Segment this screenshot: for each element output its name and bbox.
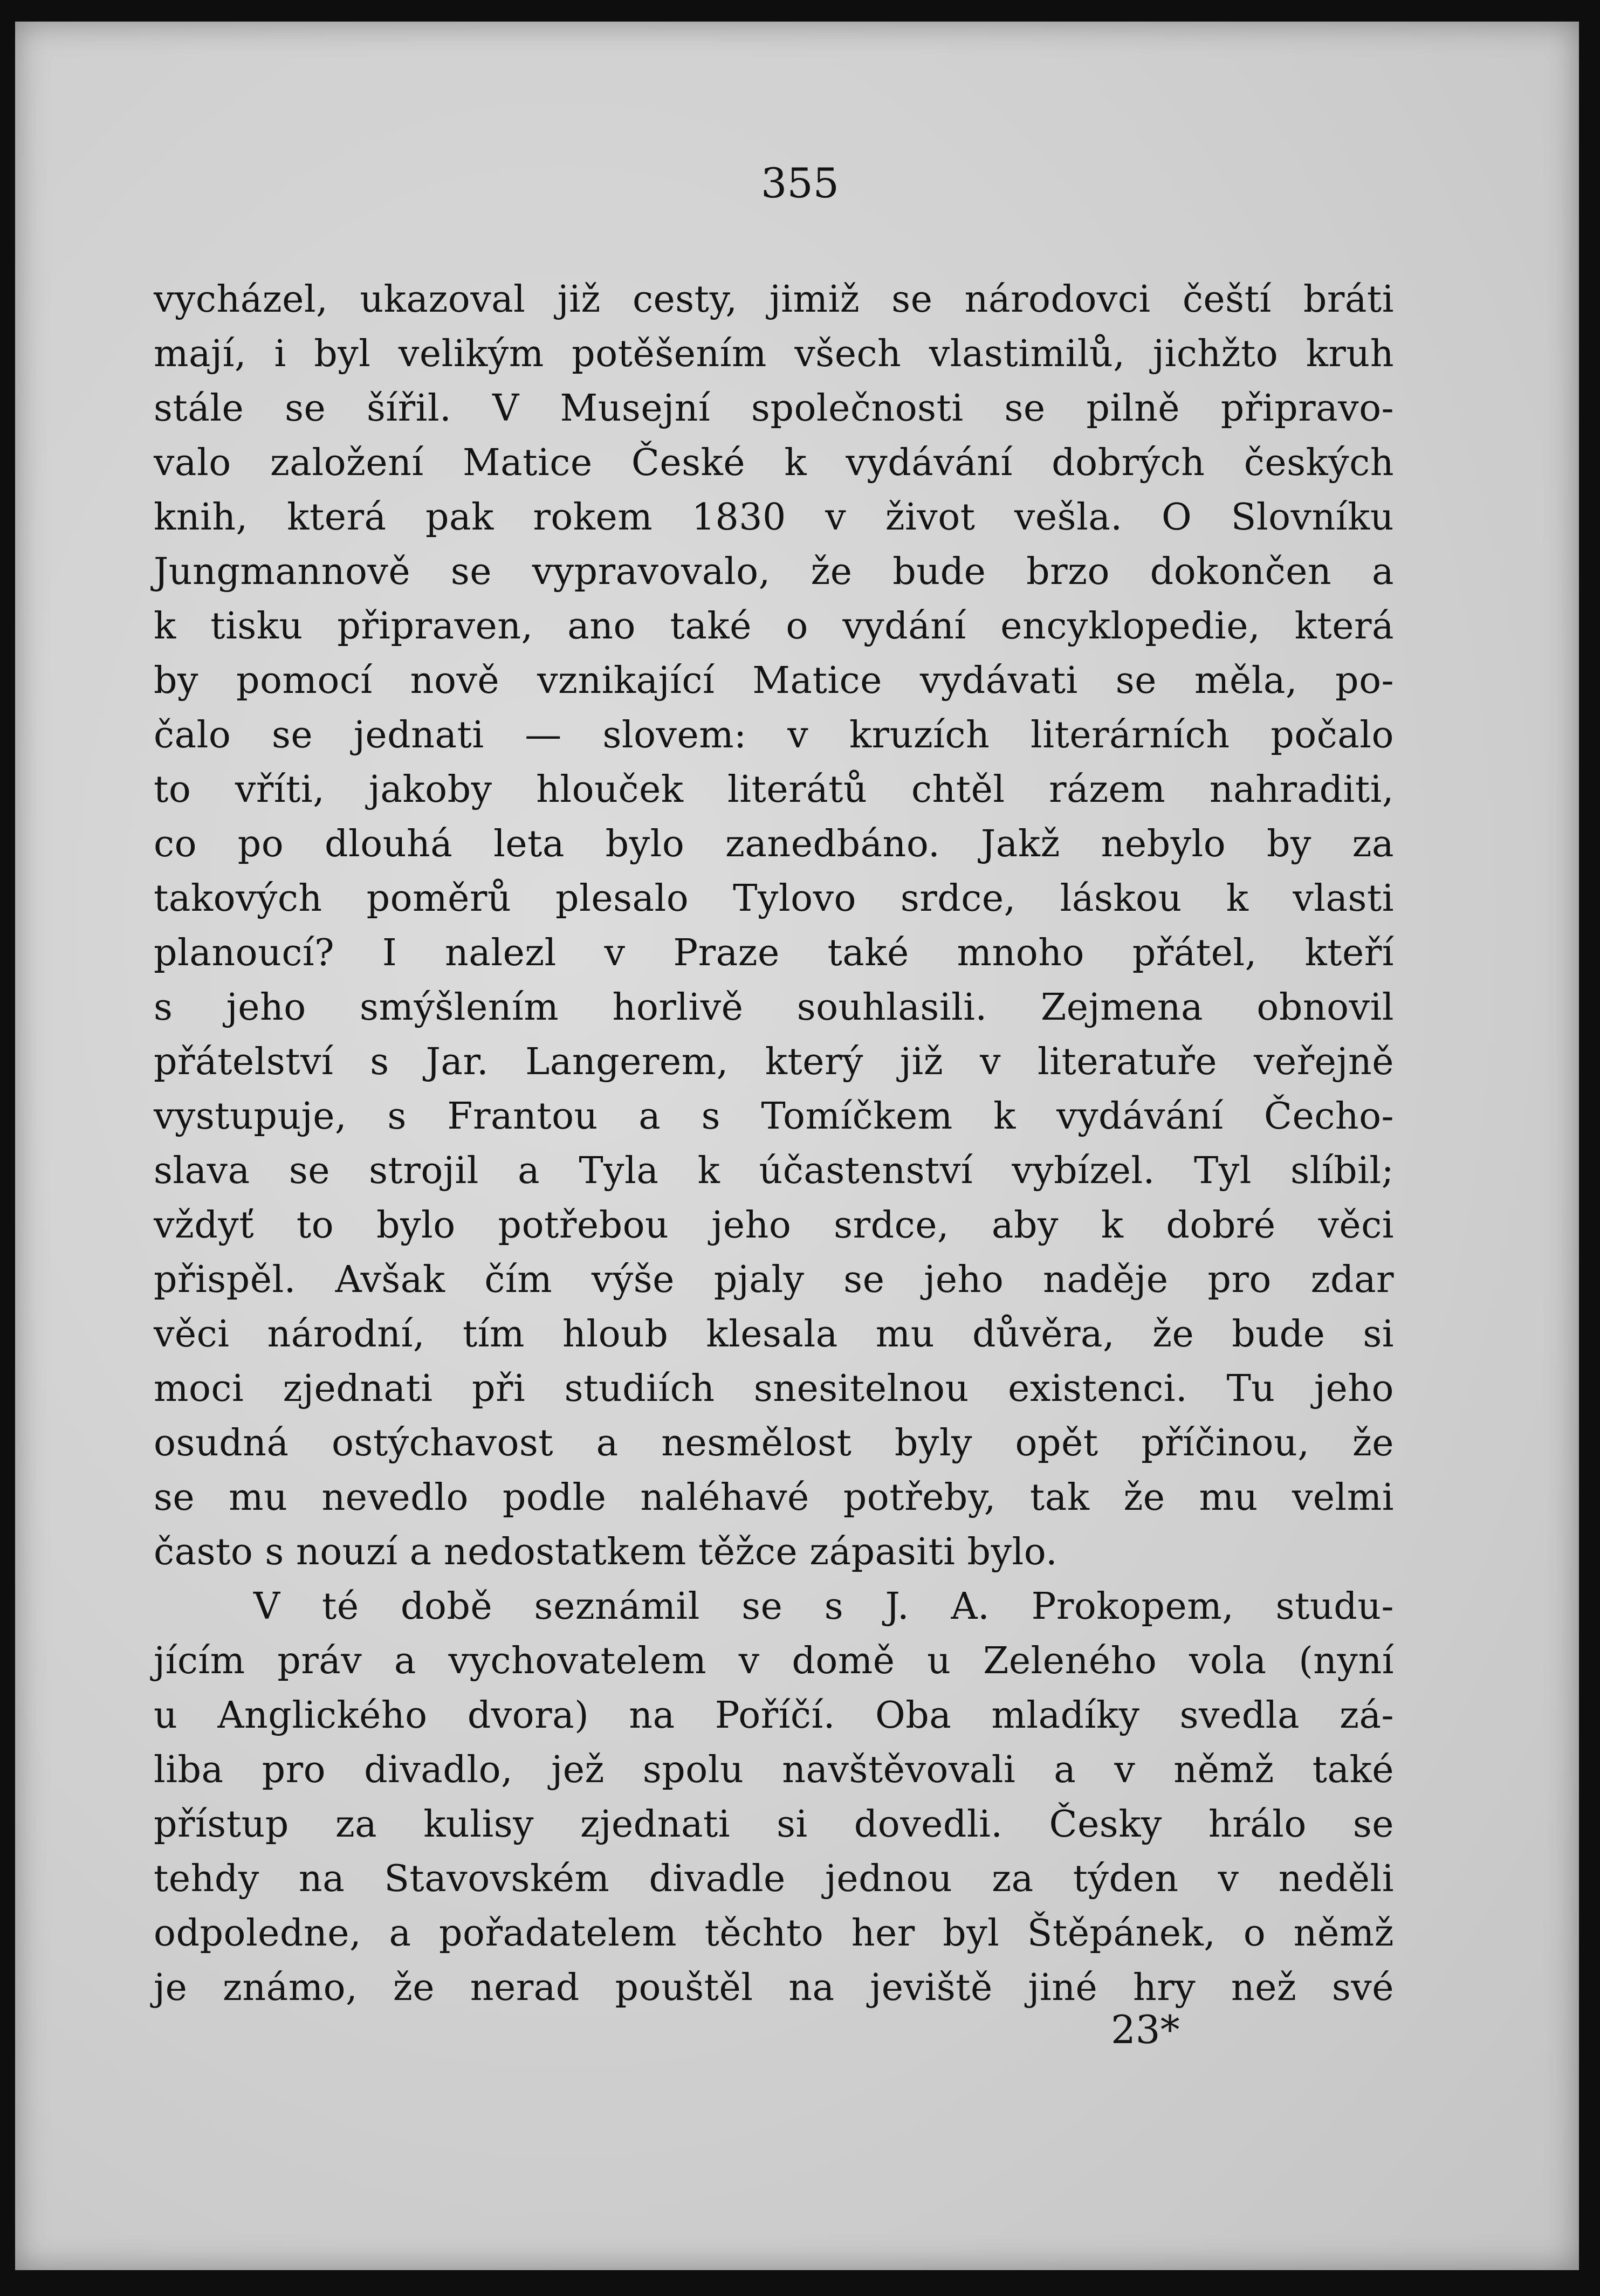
signature-mark: 23* [1111,2007,1180,2052]
text-line: vycházel, ukazoval již cesty, jimiž se národovci čeští bráti [154,278,1394,321]
text-line: čalo se jednati — slovem: v kruzích literárních počalo [154,714,1394,757]
page-number: 355 [760,159,840,207]
text-line: knih, která pak rokem 1830 v život vešla. O Slovníku [154,496,1394,539]
text-line: by pomocí nově vznikající Matice vydávati se měla, po- [154,659,1394,702]
text-line: osudná ostýchavost a nesmělost byly opět příčinou, že [154,1422,1394,1465]
text-line: planoucí? I nalezl v Praze také mnoho přátel, kteří [154,932,1394,974]
text-line: vystupuje, s Frantou a s Tomíčkem k vydávání Čecho- [154,1095,1394,1138]
text-line: Jungmannově se vypravovalo, že bude brzo dokončen a [154,551,1394,593]
text-line: co po dlouhá leta bylo zanedbáno. Jakž nebylo by za [154,823,1394,865]
text-line: stále se šířil. V Musejní společnosti se pilně připravo- [154,387,1394,430]
text-line: tehdy na Stavovském divadle jednou za týden v neděli [154,1858,1394,1900]
text-line: u Anglického dvora) na Poříčí. Oba mladíky svedla zá- [154,1694,1394,1737]
text-line: věci národní, tím hloub klesala mu důvěra, že bude si [154,1313,1394,1356]
text-line: slava se strojil a Tyla k účastenství vybízel. Tyl slíbil; [154,1150,1394,1192]
text-line: je známo, že nerad pouštěl na jeviště jiné hry než své [154,1967,1394,2009]
text-line: se mu nevedlo podle naléhavé potřeby, tak že mu velmi [154,1476,1394,1519]
text-line: přístup za kulisy zjednati si dovedli. Česky hrálo se [154,1803,1394,1846]
text-line: V té době seznámil se s J. A. Prokopem, studu- [253,1585,1394,1628]
text-line: přispěl. Avšak čím výše pjaly se jeho naděje pro zdar [154,1259,1394,1301]
text-line: to vříti, jakoby hlouček literátů chtěl rázem nahraditi, [154,768,1394,811]
text-line: jícím práv a vychovatelem v domě u Zeleného vola (nyní [154,1640,1394,1682]
text-line: vždyť to bylo potřebou jeho srdce, aby k dobré věci [154,1204,1394,1247]
body-text [154,272,1394,2015]
text-line: takových poměrů plesalo Tylovo srdce, láskou k vlasti [154,877,1394,920]
text-line: s jeho smýšlením horlivě souhlasili. Zejmena obnovil [154,986,1394,1029]
text-line: často s nouzí a nedostatkem těžce zápasiti bylo. [154,1531,1058,1573]
text-line: odpoledne, a pořadatelem těchto her byl Štěpánek, o němž [154,1912,1394,1955]
text-line: přátelství s Jar. Langerem, který již v literatuře veřejně [154,1041,1394,1083]
text-line: k tisku připraven, ano také o vydání encyklopedie, která [154,605,1394,648]
text-line: valo založení Matice České k vydávání dobrých českých [154,442,1394,484]
text-line: moci zjednati při studiích snesitelnou existenci. Tu jeho [154,1367,1394,1410]
text-line: liba pro divadlo, jež spolu navštěvovali a v němž také [154,1749,1394,1791]
text-line: mají, i byl velikým potěšením všech vlastimilů, jichžto kruh [154,333,1394,375]
